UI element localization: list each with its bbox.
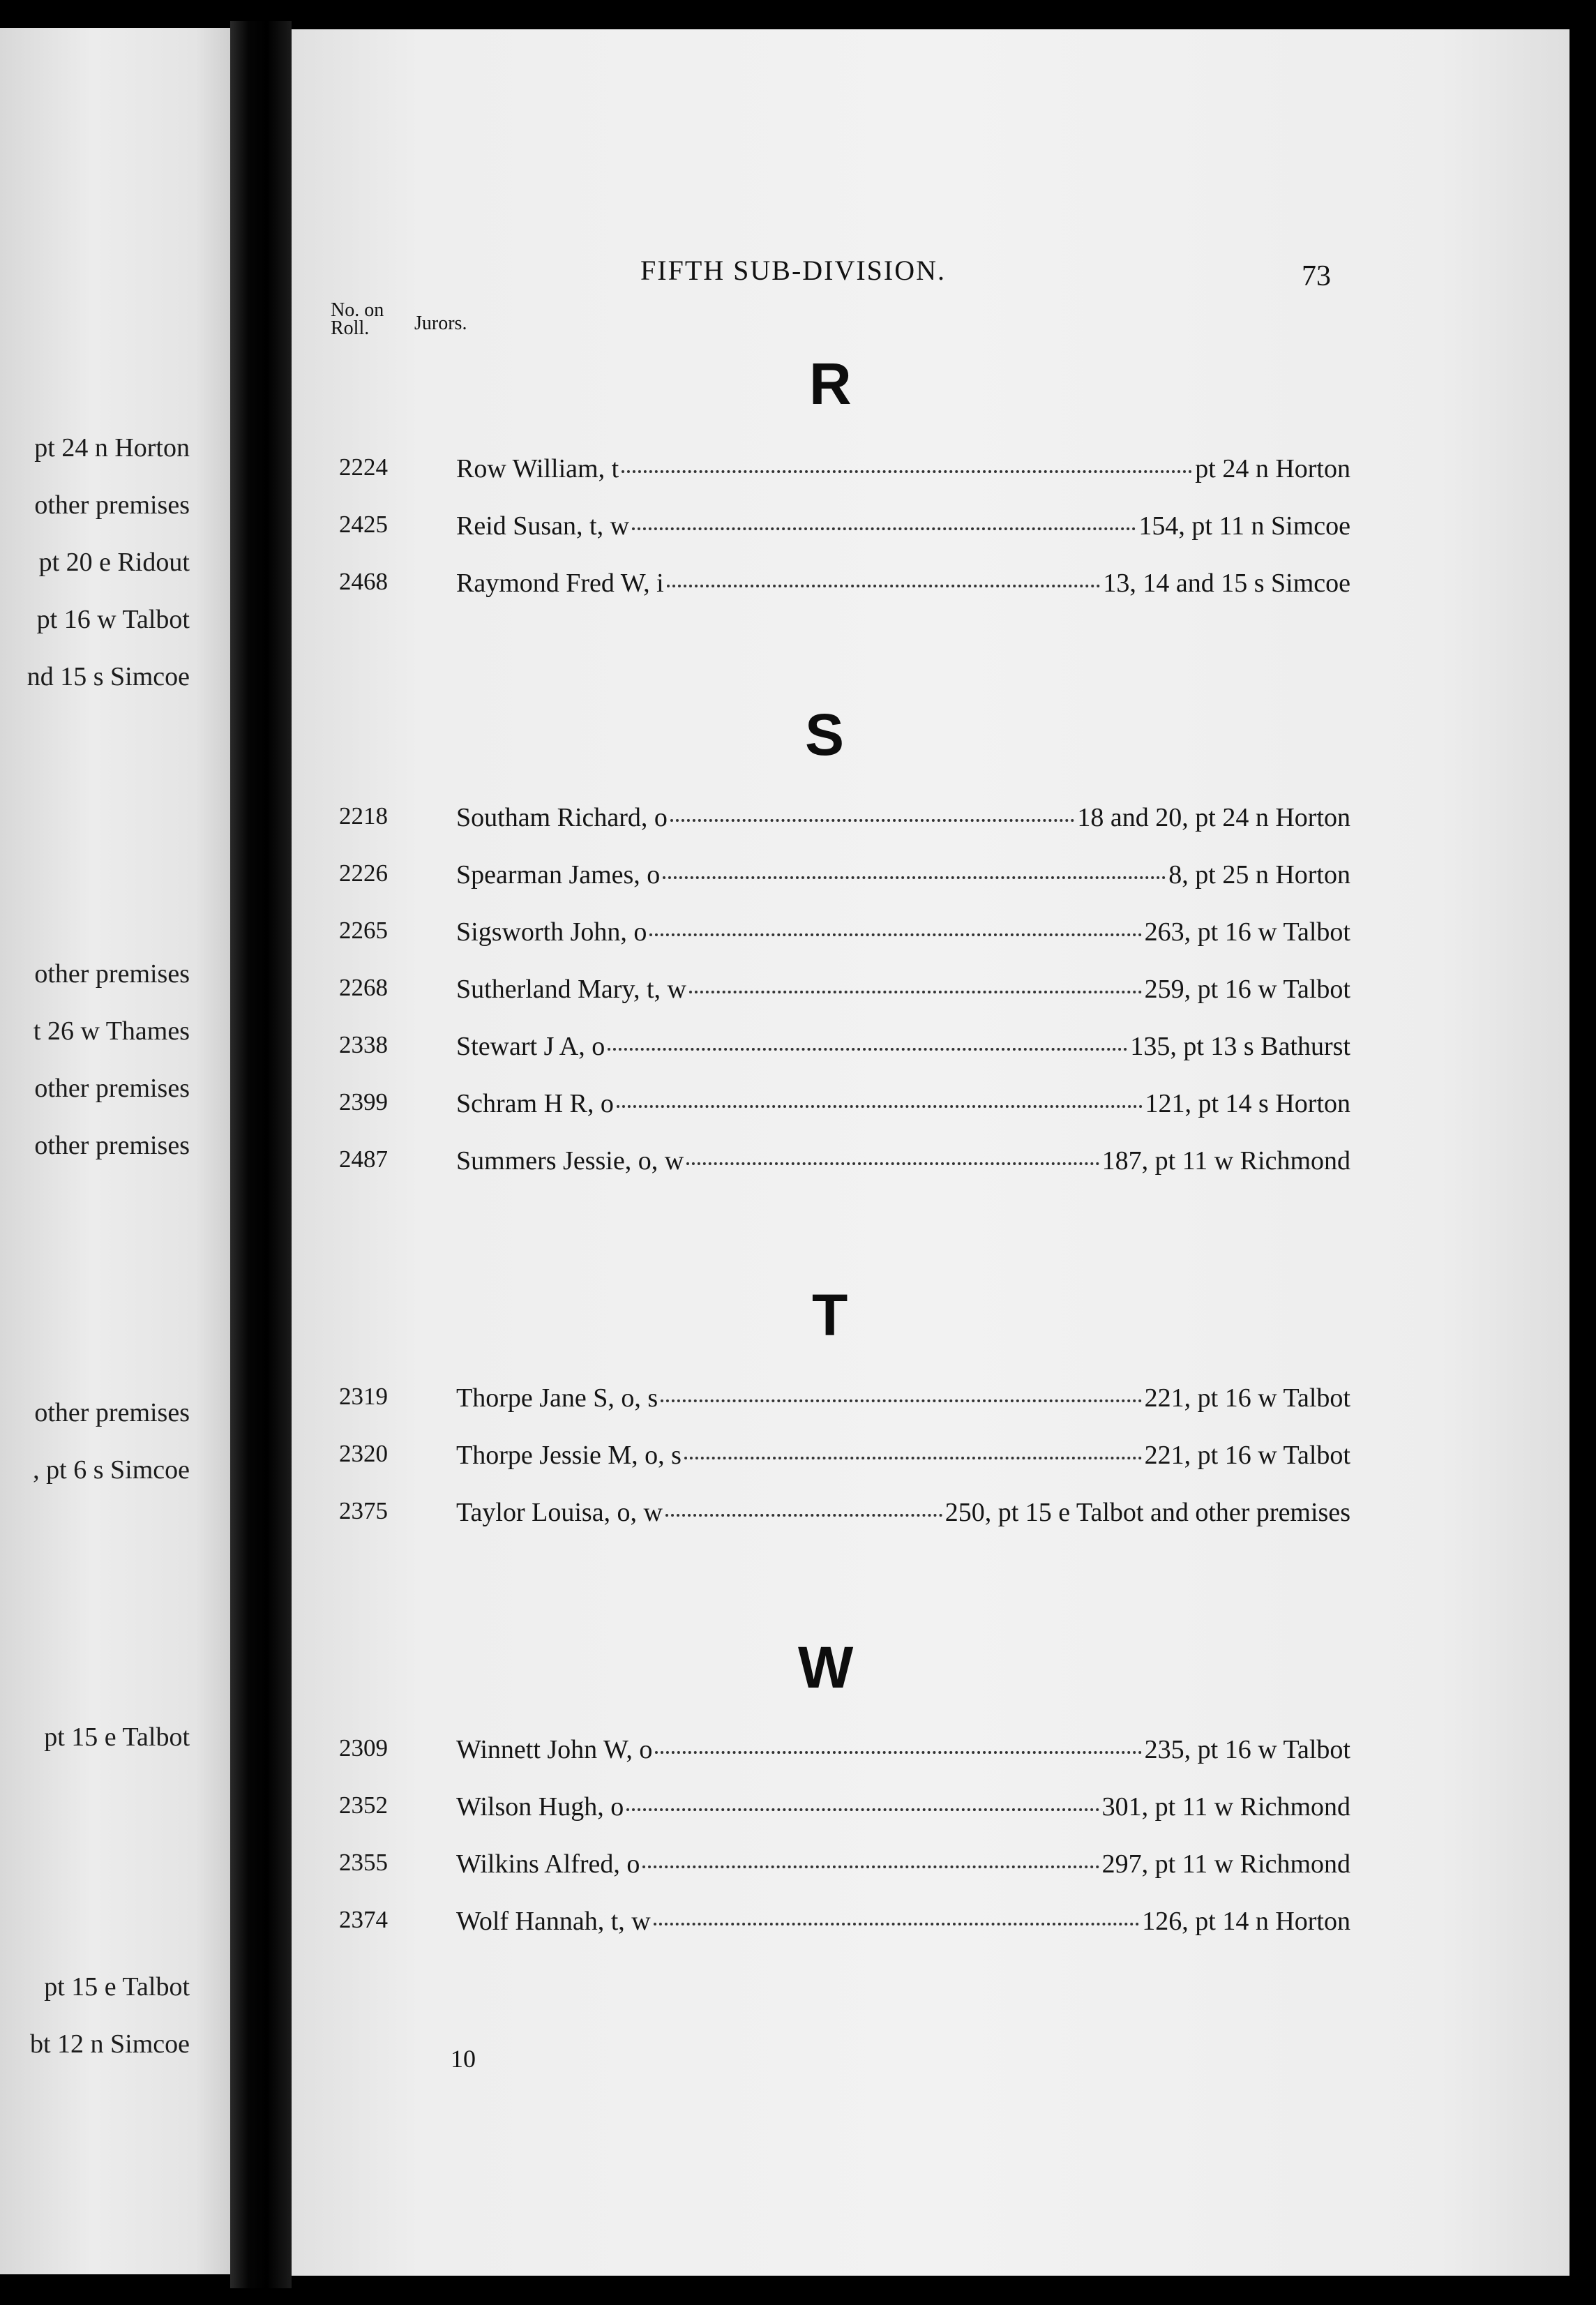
juror-property: 263, pt 16 w Talbot (1144, 917, 1350, 947)
juror-name: Southam Richard, o (456, 803, 668, 832)
juror-entry (339, 917, 1350, 956)
juror-property: 259, pt 16 w Talbot (1144, 975, 1350, 1004)
dot-leader (689, 991, 1142, 993)
juror-property: 18 and 20, pt 24 n Horton (1077, 803, 1350, 832)
roll-number: 2374 (339, 1906, 388, 1933)
roll-number: 2265 (339, 917, 388, 944)
juror-entry (339, 1440, 1350, 1479)
facing-page-line: other premises (34, 490, 190, 520)
roll-number: 2399 (339, 1088, 388, 1116)
facing-page-line: pt 20 e Ridout (38, 548, 190, 577)
juror-property: 187, pt 11 w Richmond (1101, 1146, 1350, 1176)
juror-property: 126, pt 14 n Horton (1142, 1907, 1350, 1936)
juror-entry (339, 1031, 1350, 1070)
facing-page-fragment (0, 28, 230, 2274)
juror-entry (339, 1849, 1350, 1888)
juror-line (456, 802, 1350, 833)
juror-line (456, 568, 1350, 599)
juror-name: Spearman James, o (456, 860, 661, 889)
juror-line (456, 859, 1350, 890)
juror-property: 221, pt 16 w Talbot (1144, 1441, 1350, 1470)
juror-entry (339, 1734, 1350, 1773)
juror-entry (339, 1792, 1350, 1831)
facing-page-line: t 26 w Thames (33, 1016, 190, 1046)
juror-property: 250, pt 15 e Talbot and other premises (944, 1498, 1350, 1527)
dot-leader (667, 585, 1101, 587)
roll-number: 2375 (339, 1497, 388, 1524)
section-letter: W (798, 1635, 854, 1700)
juror-name: Thorpe Jane S, o, s (456, 1383, 658, 1413)
juror-name: Taylor Louisa, o, w (456, 1498, 663, 1527)
column-header-roll (331, 301, 384, 338)
roll-number: 2268 (339, 974, 388, 1001)
juror-name: Sutherland Mary, t, w (456, 975, 686, 1004)
juror-line (456, 1497, 1350, 1528)
roll-number: 2425 (339, 511, 388, 538)
column-header-roll-line1: No. on (331, 299, 384, 321)
dot-leader (661, 1399, 1141, 1402)
facing-page-line: bt 12 n Simcoe (29, 2029, 190, 2059)
juror-property: 154, pt 11 n Simcoe (1138, 511, 1350, 541)
juror-name: Winnett John W, o (456, 1735, 653, 1764)
roll-number: 2468 (339, 568, 388, 595)
book-gutter (230, 21, 292, 2288)
page-number: 73 (1302, 260, 1331, 292)
dot-leader (632, 527, 1136, 530)
dot-leader (654, 1923, 1140, 1925)
juror-line (456, 974, 1350, 1005)
juror-name: Wilkins Alfred, o (456, 1849, 640, 1879)
dot-leader (686, 1162, 1099, 1165)
facing-page-line: nd 15 s Simcoe (27, 662, 190, 691)
juror-entry (339, 1497, 1350, 1536)
document-page (292, 29, 1569, 2276)
facing-page-line: other premises (34, 1131, 190, 1160)
juror-name: Sigsworth John, o (456, 917, 647, 947)
dot-leader (642, 1865, 1099, 1868)
juror-property: 301, pt 11 w Richmond (1101, 1792, 1350, 1822)
juror-entry (339, 1906, 1350, 1945)
roll-number: 2487 (339, 1146, 388, 1173)
dot-leader (663, 876, 1166, 879)
roll-number: 2352 (339, 1792, 388, 1819)
juror-property: 235, pt 16 w Talbot (1144, 1735, 1350, 1764)
facing-page-line: , pt 6 s Simcoe (33, 1455, 190, 1485)
juror-entry (339, 568, 1350, 607)
dot-leader (617, 1105, 1143, 1108)
juror-name: Wilson Hugh, o (456, 1792, 624, 1822)
page-title: FIFTH SUB-DIVISION. (640, 255, 947, 286)
juror-name: Summers Jessie, o, w (456, 1146, 684, 1176)
dot-leader (649, 933, 1141, 936)
juror-line (456, 453, 1350, 484)
juror-entry (339, 802, 1350, 841)
roll-number: 2355 (339, 1849, 388, 1876)
dot-leader (608, 1048, 1127, 1051)
section-letter: S (805, 702, 845, 767)
juror-line (456, 1031, 1350, 1062)
juror-property: 13, 14 and 15 s Simcoe (1103, 569, 1350, 598)
roll-number: 2218 (339, 802, 388, 829)
juror-entry (339, 453, 1350, 493)
juror-line (456, 1146, 1350, 1176)
juror-property: 8, pt 25 n Horton (1168, 860, 1350, 889)
facing-page-line: pt 15 e Talbot (44, 1972, 190, 2002)
juror-name: Stewart J A, o (456, 1032, 605, 1061)
juror-line (456, 1849, 1350, 1879)
juror-line (456, 1088, 1350, 1119)
juror-property: 297, pt 11 w Richmond (1101, 1849, 1350, 1879)
facing-page-line: other premises (34, 1398, 190, 1427)
juror-entry (339, 1383, 1350, 1422)
juror-name: Schram H R, o (456, 1089, 614, 1118)
roll-number: 2319 (339, 1383, 388, 1410)
signature-mark: 10 (451, 2045, 476, 2073)
juror-name: Wolf Hannah, t, w (456, 1907, 651, 1936)
roll-number: 2226 (339, 859, 388, 887)
juror-name: Row William, t (456, 454, 619, 483)
section-letter: R (809, 351, 852, 416)
facing-page-line: pt 24 n Horton (34, 433, 190, 463)
juror-line (456, 1440, 1350, 1471)
roll-number: 2309 (339, 1734, 388, 1762)
dot-leader (626, 1808, 1099, 1811)
roll-number: 2338 (339, 1031, 388, 1058)
dot-leader (655, 1751, 1141, 1754)
juror-property: pt 24 n Horton (1195, 454, 1350, 483)
column-header-jurors: Jurors. (414, 313, 467, 334)
juror-name: Reid Susan, t, w (456, 511, 630, 541)
juror-line (456, 1734, 1350, 1765)
facing-page-line: pt 16 w Talbot (36, 605, 190, 634)
juror-line (456, 511, 1350, 541)
juror-property: 221, pt 16 w Talbot (1144, 1383, 1350, 1413)
juror-entry (339, 859, 1350, 899)
dot-leader (684, 1457, 1142, 1459)
juror-property: 121, pt 14 s Horton (1145, 1089, 1350, 1118)
column-header-roll-line2: Roll. (331, 317, 370, 339)
juror-line (456, 1906, 1350, 1937)
juror-entry (339, 511, 1350, 550)
juror-name: Raymond Fred W, i (456, 569, 664, 598)
dot-leader (665, 1514, 942, 1517)
juror-entry (339, 974, 1350, 1013)
section-letter: T (812, 1282, 848, 1348)
juror-property: 135, pt 13 s Bathurst (1130, 1032, 1350, 1061)
juror-line (456, 1792, 1350, 1822)
facing-page-line: other premises (34, 959, 190, 989)
roll-number: 2320 (339, 1440, 388, 1467)
juror-line (456, 917, 1350, 947)
dot-leader (622, 470, 1192, 473)
juror-entry (339, 1146, 1350, 1185)
juror-entry (339, 1088, 1350, 1127)
facing-page-line: other premises (34, 1074, 190, 1103)
roll-number: 2224 (339, 453, 388, 481)
facing-page-line: pt 15 e Talbot (44, 1722, 190, 1752)
juror-name: Thorpe Jessie M, o, s (456, 1441, 682, 1470)
juror-line (456, 1383, 1350, 1413)
dot-leader (670, 819, 1075, 822)
